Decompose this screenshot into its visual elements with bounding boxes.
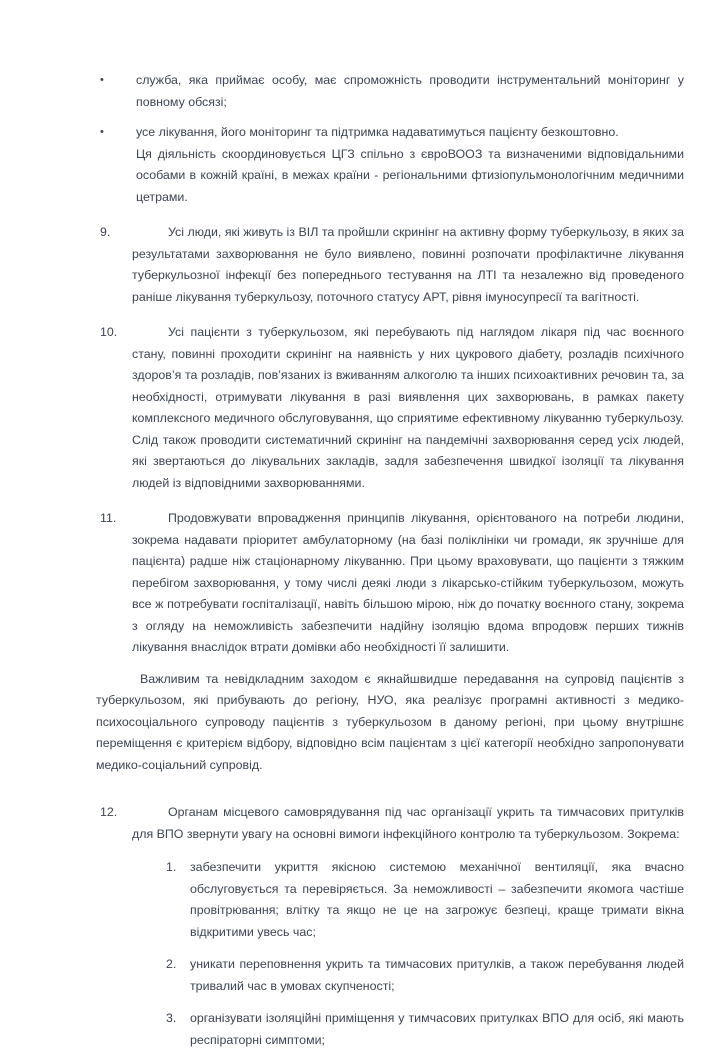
sub-list <box>96 857 684 1051</box>
bullet-list <box>96 70 684 144</box>
sub-item-text: організувати ізоляційні приміщення у тимчасових притулках ВПО для осіб, які мають респіраторні симптоми; <box>190 1011 684 1047</box>
clause-text: Усі люди, які живуть із ВІЛ та пройшли скринінг на активну форму туберкульозу, в яких за результатами захворювання не було виявлено, повинні розпочати профілактичне лікування туберкульозної інфекції без попереднього тестування на ЛТІ та незалежно від проведеного раніше лікування туберкульозу, поточного статусу АРТ, рівня імуносупресії та вагітності. <box>132 225 684 304</box>
sub-item-number: 3. <box>166 1011 177 1025</box>
list-item-text: служба, яка приймає особу, має спроможність проводити інструментальний моніторинг у повному обсязі; <box>136 73 684 109</box>
sub-item-text: забезпечити укриття якісною системою механічної вентиляції, яка вчасно обслуговується та перевіряється. За неможливості – забезпечити якомога частіше провітрювання; влітку та якщо не це на загрожує безпеці, краще тримати вікна відкритими увесь час; <box>190 860 684 939</box>
clause-number: 10. <box>100 325 118 339</box>
list-item <box>96 122 684 144</box>
list-item-text: усе лікування, його моніторинг та підтримка надаватимуться пацієнту безкоштовно. <box>136 125 619 139</box>
clause-number: 9. <box>100 225 111 239</box>
clause-number: 11. <box>100 511 117 525</box>
clause-9 <box>96 222 684 308</box>
clause-text: Органам місцевого самоврядування під час організації укрить та тимчасових притулків для ВПО звернути увагу на основні вимоги інфекційного контролю та туберкульозом. Зокрема: <box>132 805 684 841</box>
clause-12 <box>96 802 684 845</box>
sub-item-number: 2. <box>166 957 177 971</box>
sub-item-text: уникати переповнення укрить та тимчасових притулків, а також перебування людей тривалий час в умовах скупченості; <box>190 957 684 993</box>
document-body <box>96 70 684 1051</box>
free-paragraph: Важливим та невідкладним заходом є якнайшвидше передавання на супровід пацієнтів з туберкульозом, які прибувають до регіону, НУО, яка реалізує програмні активності з медико-психосоціального супроводу пацієнтів з туберкульозом в даному регіоні, при цьому внутрішнє переміщення є критерієм відбору, відповідно всім пацієнтам з цієї категорії необхідно запропонувати медико-соціальний супровід. <box>96 671 684 772</box>
intro-paragraph: Ця діяльність скоординовується ЦГЗ спільно з євроВООЗ та визначеними відповідальними особами в кожній країні, в межах країни - регіональними фтизіопульмонологічним медичними цетрами. <box>136 146 684 204</box>
bullet-icon: • <box>100 74 104 86</box>
list-item <box>96 954 684 997</box>
sub-item-number: 1. <box>166 860 177 874</box>
clause-text: Продовжувати впровадження принципів лікування, орієнтованого на потреби людини, зокрема надавати пріоритет амбулаторному (на базі поліклініки чи громади, як зручніше для пацієнта) радше ніж стаціонарному лікуванню. При цьому враховувати, що пацієнти з тяжким перебігом захворювання, у тому числі деякі люди з лікарсько-стійким туберкульозом, можуть все ж потребувати госпіталізації, навіть більшою мірою, ніж до початку воєнного стану, зокрема з огляду на неможливість забезпечити надійну ізоляцію вдома впродовж перших тижнів лікування внаслідок втрати домівки або необхідності її залишити. <box>132 511 684 654</box>
list-item <box>96 1008 684 1051</box>
bullet-icon: • <box>100 126 104 138</box>
clause-10 <box>96 322 684 494</box>
list-item <box>96 857 684 943</box>
clause-11 <box>96 508 684 659</box>
clause-text: Усі пацієнти з туберкульозом, які перебувають під наглядом лікаря під час воєнного стану, повинні проходити скринінг на наявність у них цукрового діабету, розладів психічного здоров’я та розладів, пов’язаних із вживанням алкоголю та інших психоактивних речовин та, за необхідності, отримувати лікування в разі виявлення цих захворювань, в рамках пакету комплексного медичного обслуговування, що сприятиме ефективному лікуванню туберкульозу. Слід також проводити систематичний скринінг на пандемічні захворювання серед усіх людей, які звертаються до лікувальних закладів, задля забезпечення швидкої ізоляції та лікування людей із відповідними захворюваннями. <box>132 325 684 490</box>
list-item <box>96 70 684 113</box>
clause-number: 12. <box>100 805 118 819</box>
